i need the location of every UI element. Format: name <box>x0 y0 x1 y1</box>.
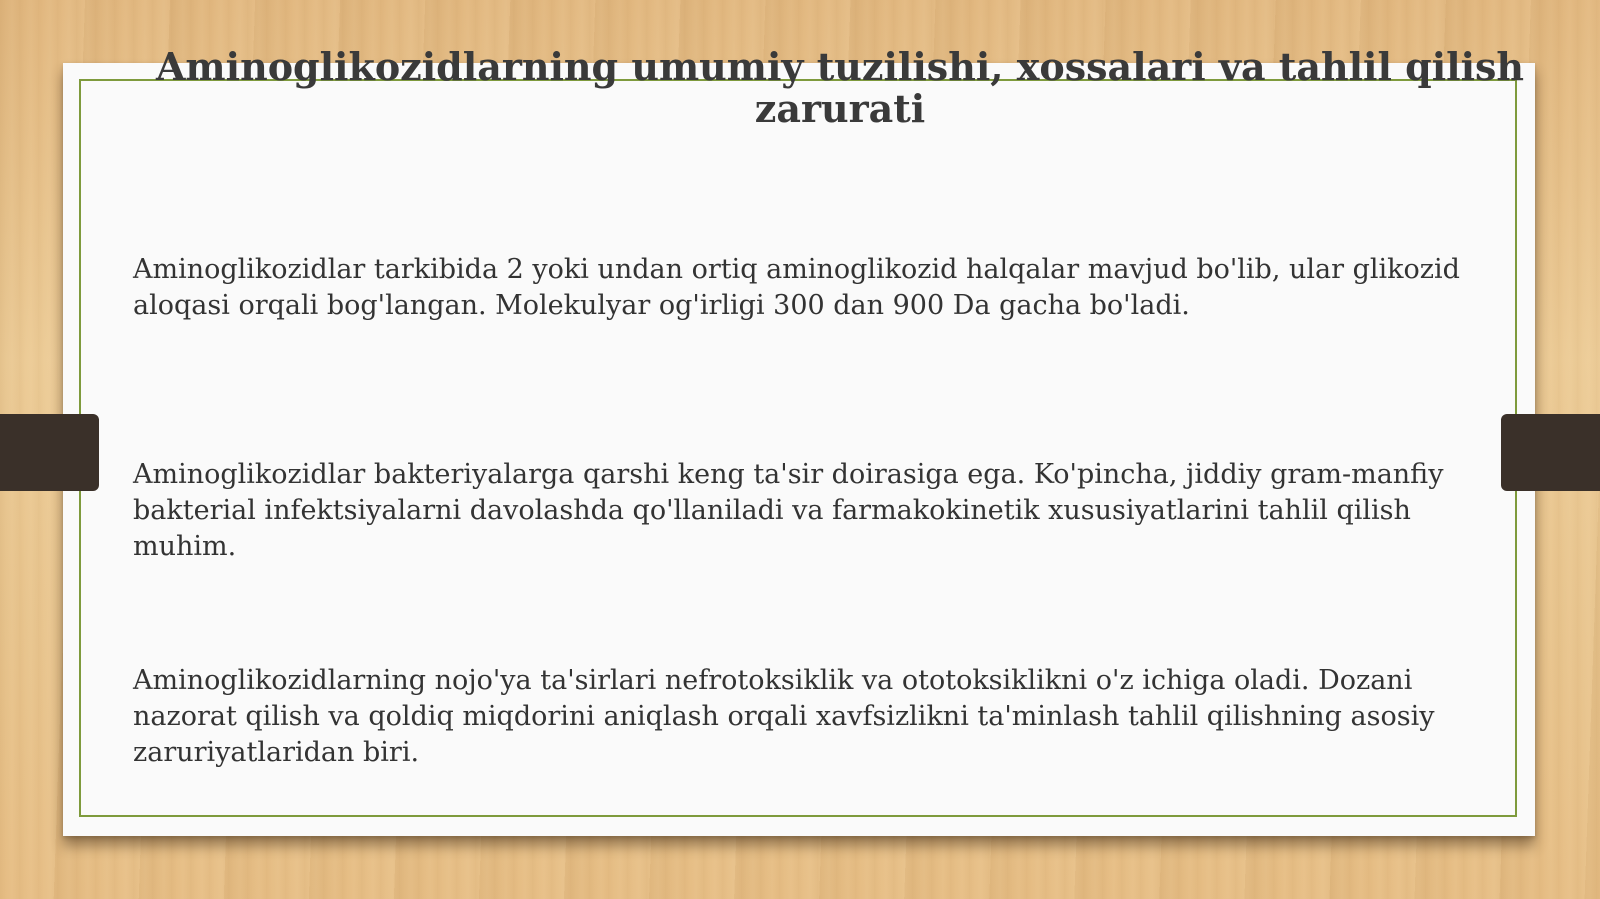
right-tab-decoration <box>1501 414 1600 491</box>
paragraph-side-effects: Aminoglikozidlarning nojo'ya ta'sirlari nefrotoksiklik va ototoksiklikni o'z ichiga oladi. Dozani nazorat qilish va qoldiq miqdorini aniqlash orqali xavfsizlikni ta'minlash tahlil qilishning asosiy zaruriyatlaridan biri. <box>133 665 1435 768</box>
left-tab-decoration <box>0 414 99 491</box>
slide-title: Aminoglikozidlarning umumiy tuzilishi, xossalari va tahlil qilish zarurati <box>155 44 1525 131</box>
paragraph-spectrum: Aminoglikozidlar bakteriyalarga qarshi keng ta'sir doirasiga ega. Ko'pincha, jiddiy gram-manfiy bakterial infektsiyalarni davolashda qo'llaniladi va farmakokinetik xususiyatlarini tahlil qilish muhim. <box>133 459 1444 562</box>
paragraph-structure: Aminoglikozidlar tarkibida 2 yoki undan ortiq aminoglikozid halqalar mavjud bo'lib, ular glikozid aloqasi orqali bog'langan. Molekulyar og'irligi 300 dan 900 Da gacha bo'ladi. <box>133 254 1460 321</box>
